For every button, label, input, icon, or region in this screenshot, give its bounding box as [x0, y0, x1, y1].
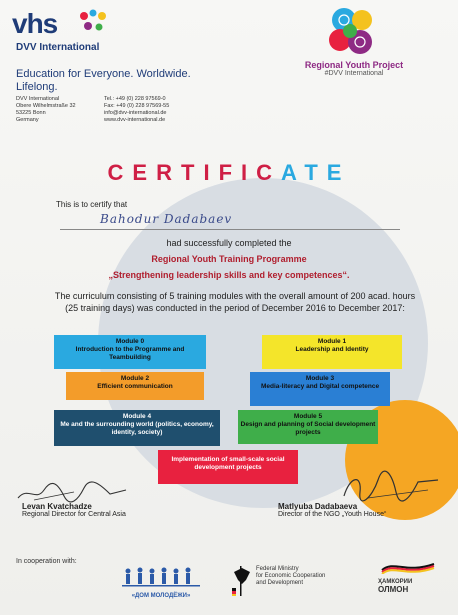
module-title: Module 2	[120, 375, 150, 382]
module-description: Introduction to the Programme and Teambuilding	[75, 346, 185, 361]
signatory-right-name: Matlyuba Dadabaeva	[278, 502, 358, 511]
certify-text: This is to certify that	[56, 200, 128, 209]
vhs-dots-icon	[78, 8, 118, 34]
module-title: Module 4	[122, 413, 152, 420]
module-title: Module 3	[305, 375, 335, 382]
module-title: Module 5	[293, 413, 323, 420]
module-title: Module 0	[115, 338, 145, 345]
tagline: Education for Everyone. Worldwide. Lifelong.	[16, 68, 191, 93]
partner-german-cooperation-logo	[378, 560, 448, 593]
federal-eagle-icon	[232, 566, 252, 596]
contact-line: info@dvv-international.de	[104, 110, 167, 116]
module-5-box	[238, 410, 378, 444]
signature-right	[338, 468, 448, 504]
completed-text: had successfully completed the	[166, 238, 292, 248]
partner2-line: for Economic Cooperation	[256, 573, 326, 579]
module-4-box	[54, 410, 220, 446]
recipient-name: Bahodur Dadabaev	[100, 212, 233, 226]
programme-subtitle: „Strengthening leadership skills and key competences“.	[108, 270, 350, 280]
module-description: Me and the surrounding world (politics, economy, identity, society)	[60, 421, 214, 436]
module-description: Implementation of small-scale social development projects	[171, 456, 285, 471]
partner1-name: «ДОМ МОЛОДЁЖИ»	[131, 593, 191, 599]
regional-youth-project-logo-icon	[322, 4, 382, 60]
flag-wave-icon	[378, 560, 438, 574]
signatory-left-name: Levan Kvatchadze	[22, 502, 92, 511]
partner3-line: ОЛМОН	[378, 585, 409, 594]
partner2-line: and Development	[256, 580, 304, 586]
module-2-box	[66, 372, 204, 400]
contact-line: Fax: +49 (0) 228 97569-55	[104, 103, 170, 109]
module-implementation-box	[158, 450, 298, 484]
programme-name: Regional Youth Training Programme	[151, 254, 307, 264]
vhs-logo-text: vhs	[12, 8, 58, 39]
partner-youth-house-logo	[118, 566, 204, 602]
module-1-box	[262, 335, 402, 369]
curriculum-text: The curriculum consisting of 5 training modules with the overall amount of 200 acad. hours (25 training days) was conducted in the period of December 2016 to December 2017:	[54, 291, 416, 313]
address-line: 53225 Bonn	[16, 110, 46, 116]
project-subtitle: #DVV International	[324, 70, 384, 77]
partner3-line: ҲАМКОРИИ	[378, 579, 413, 585]
cooperation-label: In cooperation with:	[16, 558, 77, 565]
signatory-right	[278, 502, 386, 518]
module-title: Module 1	[317, 338, 347, 345]
module-description: Leadership and Identity	[295, 346, 369, 353]
org-name: DVV International	[16, 42, 100, 53]
signatory-right-role: Director of the NGO „Youth House“	[278, 511, 387, 518]
module-3-box	[250, 372, 390, 406]
contact-line: Tel.: +49 (0) 228 97569-0	[104, 96, 166, 102]
contact-block	[104, 96, 169, 124]
address-line: Obere Wilhelmstraße 32	[16, 103, 76, 109]
module-description: Efficient communication	[97, 383, 173, 390]
address-line: DVV International	[16, 96, 60, 102]
name-underline	[60, 229, 400, 230]
certificate-title: CERTIFICATE	[107, 160, 351, 185]
people-silhouettes-icon	[118, 566, 204, 588]
signatory-left-role: Regional Director for Central Asia	[22, 511, 126, 518]
project-title: Regional Youth Project	[304, 60, 404, 70]
module-0-box	[54, 335, 206, 369]
signature-left	[14, 480, 134, 504]
address-block	[16, 96, 76, 124]
partner2-line: Federal Ministry	[256, 566, 299, 572]
signatory-left	[22, 502, 126, 518]
module-description: Media-literacy and Digital competence	[260, 383, 380, 390]
address-line: Germany	[16, 117, 39, 123]
module-description: Design and planning of Social development projects	[240, 421, 376, 436]
contact-line: www.dvv-international.de	[104, 117, 166, 123]
